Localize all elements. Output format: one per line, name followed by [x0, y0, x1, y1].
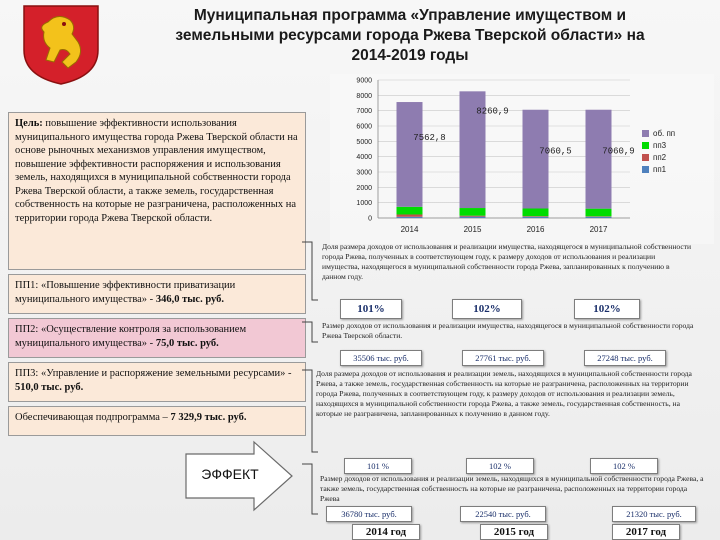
subprogram-2-box: [8, 318, 306, 358]
effect-arrow: [184, 440, 294, 512]
y-tick-label: 1000: [356, 200, 372, 208]
y-tick-label: 5000: [356, 138, 372, 146]
bar-пп3-2016: [523, 208, 549, 216]
bar-об-пп-2014: [397, 102, 423, 207]
legend-swatch: [642, 154, 649, 161]
indicator-3-value-2017: 102 %: [590, 458, 658, 474]
bar-пп3-2014: [397, 207, 423, 215]
indicator-4-value-2017: 21320 тыс. руб.: [612, 506, 696, 522]
indicator-4-text: Размер доходов от использования и реализации земель, находящихся в муниципальной собственности города Ржева, а также земель, государственная собственность на которые не разграничена, расположенных на территории города Ржева: [320, 474, 704, 503]
goal-box: [8, 112, 306, 270]
subprogram-4-amount: 7 329,9 тыс. руб.: [170, 412, 247, 423]
year-label-2017: 2017 год: [612, 524, 680, 540]
legend-label: пп3: [653, 141, 667, 150]
bracket-1: [302, 242, 318, 300]
bar-пп2-2015: [460, 216, 486, 217]
year-label-2014: 2014 год: [352, 524, 420, 540]
legend-label: пп2: [653, 153, 667, 162]
indicator-4-value-2014: 36780 тыс. руб.: [326, 506, 412, 522]
bracket-2: [302, 322, 318, 342]
bar-об-пп-2016: [523, 110, 549, 209]
y-tick-label: 2000: [356, 184, 372, 192]
indicator-3-value-2015: 102 %: [466, 458, 534, 474]
bar-пп2-2014: [397, 214, 423, 216]
coat-of-arms-icon: [18, 2, 104, 86]
indicator-2-value-2017: 27248 тыс. руб.: [584, 350, 666, 366]
indicator-2-text: Размер доходов от использования и реализации имущества, находящегося в муниципальной собственности города Ржева Тверской области.: [322, 321, 694, 340]
goal-label: Цель:: [15, 118, 43, 129]
total-label: 7060,9: [602, 146, 635, 157]
y-tick-label: 6000: [356, 123, 372, 131]
bar-пп1-2014: [397, 217, 423, 218]
indicator-2-value-2014: 35506 тыс. руб.: [340, 350, 422, 366]
x-tick-label: 2015: [463, 225, 482, 234]
bar-пп1-2016: [523, 217, 549, 218]
y-tick-label: 4000: [356, 154, 372, 162]
subprogram-3-box: [8, 362, 306, 402]
y-tick-label: 7000: [356, 108, 372, 116]
subprogram-2-text: ПП2: «Осуществление контроля за использованием муниципального имущества» -: [15, 324, 247, 349]
indicator-2-value-2015: 27761 тыс. руб.: [462, 350, 544, 366]
title-line-2: земельными ресурсами города Ржева Тверской области» на: [175, 27, 645, 44]
x-tick-label: 2014: [400, 225, 419, 234]
bar-пп3-2017: [586, 209, 612, 217]
indicator-1-value-2014: 101%: [340, 299, 402, 319]
total-label: 7562,8: [413, 133, 446, 144]
indicator-1-value-2017: 102%: [574, 299, 640, 319]
indicator-3-value-2014: 101 %: [344, 458, 412, 474]
total-label: 8260,9: [476, 106, 509, 117]
legend-label: об. пп: [653, 129, 676, 138]
y-tick-label: 0: [368, 215, 372, 223]
x-tick-label: 2017: [589, 225, 608, 234]
subprogram-4-text: Обеспечивающая подпрограмма –: [15, 412, 171, 423]
bar-об-пп-2017: [586, 110, 612, 209]
subprogram-4-box: [8, 406, 306, 436]
indicator-4-value-2015: 22540 тыс. руб.: [460, 506, 546, 522]
legend-label: пп1: [653, 165, 667, 174]
funding-chart: [330, 74, 714, 244]
indicator-3-text: Доля размера доходов от использования и реализации земель, находящихся в муниципальной собственности города Ржева, а также земель, государственная собственность на которые не разграничена, расположенных на территории города Ржева, полученных в соответствующем году, к размеру доходов от использования и реализации земель, находящихся в муниципальной собственности города Ржева, а также земель, государственная собственность, на которые не разграничена, запланированных к получению в данном году.: [316, 369, 692, 418]
legend-swatch: [642, 130, 649, 137]
bar-пп3-2015: [460, 208, 486, 216]
subprogram-3-amount: 510,0 тыс. руб.: [15, 381, 84, 393]
subprogram-1-amount: 346,0 тыс. руб.: [155, 293, 225, 305]
page-title: [110, 6, 710, 66]
y-tick-label: 8000: [356, 92, 372, 100]
subprogram-1-text: ПП1: «Повышение эффективности приватизации муниципального имущества» -: [15, 280, 236, 305]
y-tick-label: 9000: [356, 77, 372, 85]
bar-пп1-2017: [586, 217, 612, 218]
indicator-1-value-2015: 102%: [452, 299, 522, 319]
indicator-1-text: Доля размера доходов от использования и реализации имущества, находящегося в муниципальной собственности города Ржева, полученных в соответствующем году, к размеру доходов от использования и реализации имущества, находящегося в муниципальной собственности города Ржева, запланированных к получению в данном году.: [322, 242, 692, 281]
bar-пп2-2016: [523, 216, 549, 217]
title-line-1: Муниципальная программа «Управление имуществом и: [193, 7, 627, 24]
year-label-2015: 2015 год: [480, 524, 548, 540]
x-tick-label: 2016: [526, 225, 545, 234]
bar-пп1-2015: [460, 217, 486, 218]
y-tick-label: 3000: [356, 169, 372, 177]
subprogram-3-text: ПП3: «Управление и распоряжение земельными ресурсами» -: [15, 368, 292, 379]
subprogram-1-box: [8, 274, 306, 314]
subprogram-2-amount: 75,0 тыс. руб.: [155, 337, 219, 349]
legend-swatch: [642, 166, 649, 173]
legend-swatch: [642, 142, 649, 149]
goal-text: повышение эффективности использования муниципального имущества города Ржева Тверской области на основе рыночных механизмов управления имуществом, повышение эффективности распоряжения и использования земель, находящихся в муниципальной собственности города Ржева Тверской области, а также земель, государственная собственность на которые не разграничена, расположенных на территории города Ржева Тверской области.: [15, 118, 298, 224]
total-label: 7060,5: [539, 146, 572, 157]
effect-label: ЭФФЕКТ: [201, 466, 259, 482]
bracket-4: [302, 464, 318, 514]
title-line-3: 2014-2019 годы: [351, 47, 469, 64]
